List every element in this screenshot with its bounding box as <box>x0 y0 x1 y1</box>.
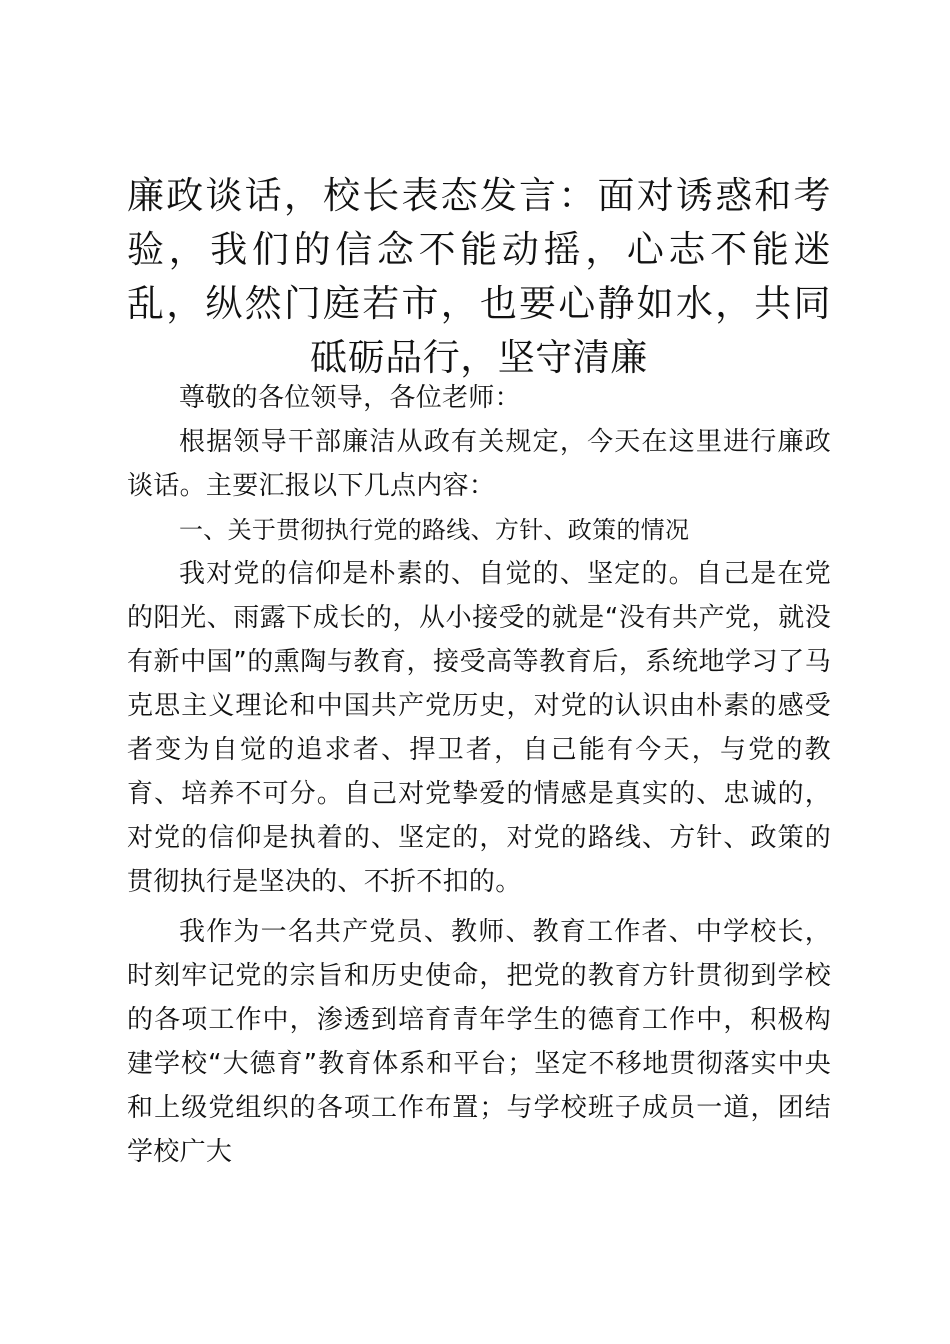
salutation: 尊敬的各位领导，各位老师： <box>179 383 521 413</box>
document-body <box>127 376 831 1174</box>
body-paragraph-1: 我对党的信仰是朴素的、自觉的、坚定的。自己是在党的阳光、雨露下成长的，从小接受的就是“没有共产党，就没有新中国”的熏陶与教育，接受高等教育后，系统地学习了马克思主义理论和中国共产党历史，对党的认识由朴素的感受者变为自觉的追求者、捍卫者，自己能有今天，与党的教育、培养不可分。自己对党挚爱的情感是真实的、忠诚的，对党的信仰是执着的、坚定的，对党的路线、方针、政策的贯彻执行是坚决的、不折不扣的。 <box>127 559 831 897</box>
body-paragraph-2: 我作为一名共产党员、教师、教育工作者、中学校长，时刻牢记党的宗旨和历史使命，把党的教育方针贯彻到学校的各项工作中，渗透到培育青年学生的德育工作中，积极构建学校“大德育”教育体系和平台；坚定不移地贯彻落实中央和上级党组织的各项工作布置；与学校班子成员一道，团结学校广大 <box>127 917 831 1167</box>
section-heading: 一、关于贯彻执行党的路线、方针、政策的情况 <box>179 516 690 544</box>
intro-paragraph: 根据领导干部廉洁从政有关规定，今天在这里进行廉政谈话。主要汇报以下几点内容： <box>127 427 831 501</box>
document-title: 廉政谈话，校长表态发言：面对诱惑和考验，我们的信念不能动摇，心志不能迷乱，纵然门庭若市，也要心静如水，共同砥砺品行，坚守清廉 <box>127 174 831 379</box>
